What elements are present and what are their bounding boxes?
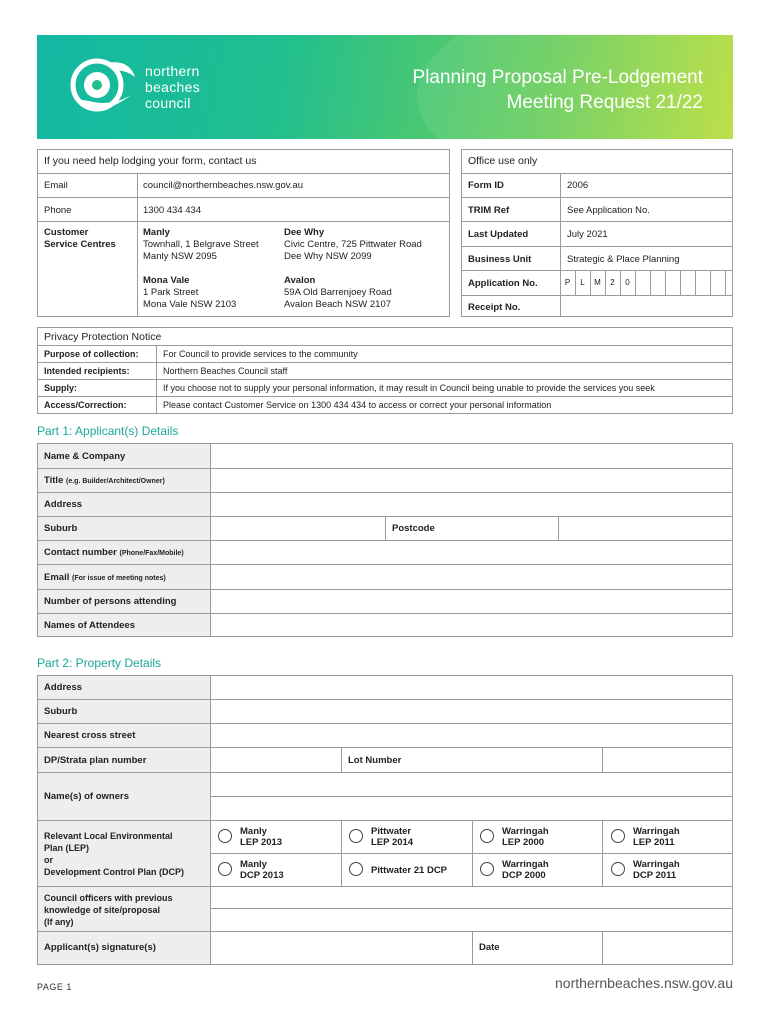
trim-ref-value: See Application No. [567,205,650,216]
trim-ref-label: TRIM Ref [468,205,510,216]
part1-title: Part 1: Applicant(s) Details [37,424,179,438]
title-input[interactable] [211,469,732,492]
privacy-access-label: Access/Correction: [44,400,127,410]
business-unit-value: Strategic & Place Planning [567,254,680,265]
centre-avalon: Avalon 59A Old Barrenjoey Road Avalon Beach NSW 2107 [284,275,392,310]
phone-label: Phone [44,205,72,216]
council-officers-input[interactable] [211,887,732,931]
form-title-line-1: Planning Proposal Pre-Lodgement [412,67,703,88]
title-label: Title (e.g. Builder/Architect/Owner) [44,475,165,486]
council-phone: 1300 434 434 [143,205,202,216]
signature-field[interactable] [211,932,472,964]
contact-number-label: Contact number (Phone/Fax/Mobile) [44,547,184,558]
footer-website[interactable]: northernbeaches.nsw.gov.au [555,975,733,991]
dp-strata-input[interactable] [211,748,341,772]
name-company-input[interactable] [211,444,732,468]
radio-manly-dcp-2013[interactable] [218,862,232,876]
option-pittwater-lep-2014: Pittwater LEP 2014 [371,826,414,848]
privacy-heading: Privacy Protection Notice [44,331,162,343]
centre-dee-why: Dee Why Civic Centre, 725 Pittwater Road Dee Why NSW 2099 [284,227,422,262]
option-warringah-dcp-2011: Warringah DCP 2011 [633,859,680,881]
last-updated-value: July 2021 [567,229,608,240]
service-centres-label: Customer Service Centres [44,227,116,250]
radio-pittwater-21-dcp[interactable] [349,862,363,876]
applicant-suburb-label: Suburb [44,523,78,534]
app-char-1: P [564,278,571,287]
centre-manly: Manly Townhall, 1 Belgrave Street Manly NSW 2095 [143,227,259,262]
property-suburb-input[interactable] [211,700,732,723]
email-field[interactable] [211,565,732,589]
council-officers-label: Council officers with previous knowledge of site/proposal (If any) [44,893,173,927]
header-banner [37,35,733,139]
postcode-input[interactable] [559,517,732,540]
option-pittwater-21-dcp: Pittwater 21 DCP [371,865,448,876]
page-number: PAGE 1 [37,982,72,992]
logo-line-1: northern [145,63,200,79]
radio-manly-lep-2013[interactable] [218,829,232,843]
app-char-4: 2 [610,278,615,287]
applicant-address-label: Address [44,499,83,510]
logo-line-2: beaches [145,79,201,95]
radio-warringah-lep-2011[interactable] [611,829,625,843]
application-no-label: Application No. [468,278,538,289]
option-warringah-lep-2000: Warringah LEP 2000 [502,826,549,848]
app-char-2: L [580,278,585,287]
option-warringah-lep-2011: Warringah LEP 2011 [633,826,680,848]
persons-attending-input[interactable] [211,590,732,613]
option-warringah-dcp-2000: Warringah DCP 2000 [502,859,549,881]
property-address-input[interactable] [211,676,732,699]
form-id-label: Form ID [468,180,504,191]
privacy-supply-value: If you choose not to supply your personal information, it may result in Council being unable to provide the services you seek [163,383,655,393]
privacy-purpose-label: Purpose of collection: [44,349,139,359]
lot-number-input[interactable] [603,748,732,772]
business-unit-label: Business Unit [468,254,532,265]
contact-number-input[interactable] [211,541,732,564]
email-field-label: Email (For issue of meeting notes) [44,572,166,583]
app-char-5: 0 [625,278,630,287]
office-heading: Office use only [468,155,538,167]
help-heading: If you need help lodging your form, contact us [44,155,257,167]
property-suburb-label: Suburb [44,706,78,717]
cross-street-label: Nearest cross street [44,730,136,741]
cross-street-input[interactable] [211,724,732,747]
radio-pittwater-lep-2014[interactable] [349,829,363,843]
council-email[interactable]: council@northernbeaches.nsw.gov.au [143,180,303,191]
form-id-value: 2006 [567,180,589,191]
date-field[interactable] [603,932,732,964]
lot-number-label: Lot Number [348,755,402,766]
privacy-purpose-value: For Council to provide services to the community [163,349,358,359]
app-char-3: M [594,278,601,287]
attendees-input[interactable] [211,614,732,636]
option-manly-lep-2013: Manly LEP 2013 [240,826,283,848]
last-updated-label: Last Updated [468,229,529,240]
signature-label: Applicant(s) signature(s) [44,942,156,953]
radio-warringah-lep-2000[interactable] [480,829,494,843]
application-no-boxes[interactable] [560,270,733,295]
email-label: Email [44,180,68,191]
name-company-label: Name & Company [44,451,126,462]
privacy-recipients-label: Intended recipients: [44,366,130,376]
option-manly-dcp-2013: Manly DCP 2013 [240,859,284,881]
postcode-label: Postcode [392,523,435,534]
owners-label: Name(s) of owners [44,791,129,802]
council-logo-text [145,63,200,111]
lep-dcp-label: Relevant Local Environmental Plan (LEP) or Development Control Plan (DCP) [44,831,185,877]
receipt-no-field[interactable] [561,296,732,316]
radio-warringah-dcp-2000[interactable] [480,862,494,876]
council-logo-icon [67,55,139,117]
privacy-recipients-value: Northern Beaches Council staff [163,366,288,376]
property-address-label: Address [44,682,83,693]
logo-line-3: council [145,95,191,111]
form-title-line-2: Meeting Request 21/22 [506,92,703,113]
form-title [413,65,703,115]
date-label: Date [479,942,500,953]
persons-attending-label: Number of persons attending [44,596,177,607]
radio-warringah-dcp-2011[interactable] [611,862,625,876]
applicant-suburb-input[interactable] [211,517,385,540]
dp-strata-label: DP/Strata plan number [44,755,147,766]
receipt-no-label: Receipt No. [468,302,521,313]
centre-mona-vale: Mona Vale 1 Park Street Mona Vale NSW 2103 [143,275,237,310]
attendees-label: Names of Attendees [44,620,135,631]
privacy-supply-label: Supply: [44,383,77,393]
owners-input[interactable] [211,773,732,820]
part2-title: Part 2: Property Details [37,656,162,670]
applicant-address-input[interactable] [211,493,732,516]
privacy-access-value: Please contact Customer Service on 1300 434 434 to access or correct your personal information [163,400,552,410]
